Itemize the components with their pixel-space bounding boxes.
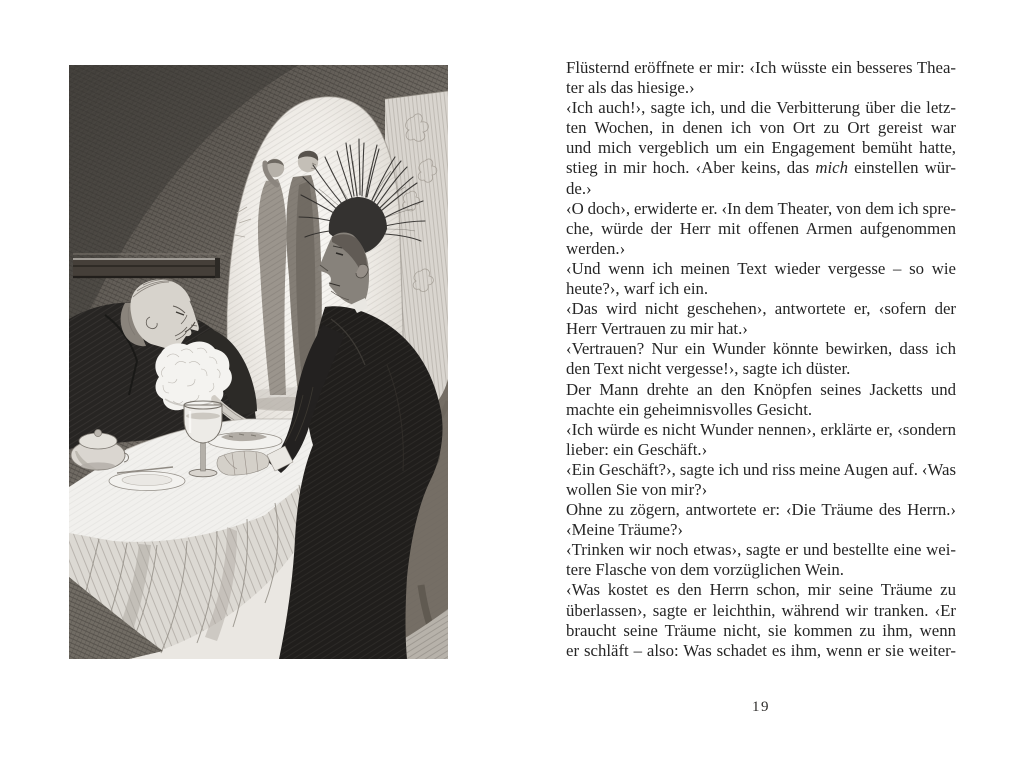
text-line: ‹Ich würde es nicht Wunder nennen›, erklärte er, ‹sondern [566,419,956,439]
text-line: werden.› [566,238,626,258]
text-line: wollen Sie von mir?› [566,479,708,499]
text-line: ‹Und wenn ich meinen Text wieder vergesse – so wie [566,258,956,278]
text-line: ‹Trinken wir noch etwas›, sagte er und bestellte eine wei- [566,540,956,560]
text-line: machte ein geheimnisvolles Gesicht. [566,399,813,419]
text-line: Ohne zu zögern, antwortete er: ‹Die Träume des Herrn.› [566,500,956,520]
text-line: Der Mann drehte an den Knöpfen seines Jacketts und [566,379,956,399]
text-line: ‹Das wird nicht geschehen›, antwortete er, ‹sofern der [566,299,956,319]
text-line: che, würde der Herr mit offenen Armen aufgenommen [566,218,956,238]
text-line: stieg in mir hoch. ‹Aber keins, das mich einstellen wür- [566,158,957,178]
text-line: braucht seine Träume nicht, sie kommen zu ihm, wenn [566,620,956,640]
text-line: ten Wochen, in denen ich von Ort zu Ort gereist war [566,118,956,138]
text-line: ter als das hiesige.› [566,78,695,98]
text-line: ‹Was kostet es den Herrn schon, mir seine Träume zu [566,580,956,600]
text-line: ‹O doch›, erwiderte er. ‹In dem Theater, von dem ich spre- [566,198,956,218]
text-line: tere Flasche von dem vorzüglichen Wein. [566,560,844,580]
book-illustration [69,65,448,659]
text-line: lieber: ein Geschäft.› [566,439,708,459]
text-line: ‹Ein Geschäft?›, sagte ich und riss meine Augen auf. ‹Was [566,459,956,479]
pencil-drawing [69,65,448,659]
text-line: de.› [566,178,592,198]
text-line: überlassen›, sagte er leichthin, während wir tranken. ‹Er [566,600,956,620]
text-line: und mich vergeblich um ein Engagement bemüht hatte, [566,138,956,158]
text-line: heute?›, warf ich ein. [566,279,709,299]
text-line: er schläft – also: Was schadet es ihm, wenn er sie weiter- [566,640,956,660]
text-line: Herr Vertrauen zu mir hat.› [566,319,748,339]
text-line: ‹Meine Träume?› [566,520,683,540]
page-number: 19 [752,699,770,715]
text-line: ‹Ich auch!›, sagte ich, und die Verbitterung über die letz- [566,98,956,118]
text-line: den Text nicht vergesse!›, sagte ich düster. [566,359,851,379]
body-text [566,58,956,661]
text-line: Flüsternd eröffnete er mir: ‹Ich wüsste ein besseres Thea- [566,58,956,77]
center-plate [208,433,282,450]
text-line: ‹Vertrauen? Nur ein Wunder könnte bewirken, dass ich [566,339,956,359]
